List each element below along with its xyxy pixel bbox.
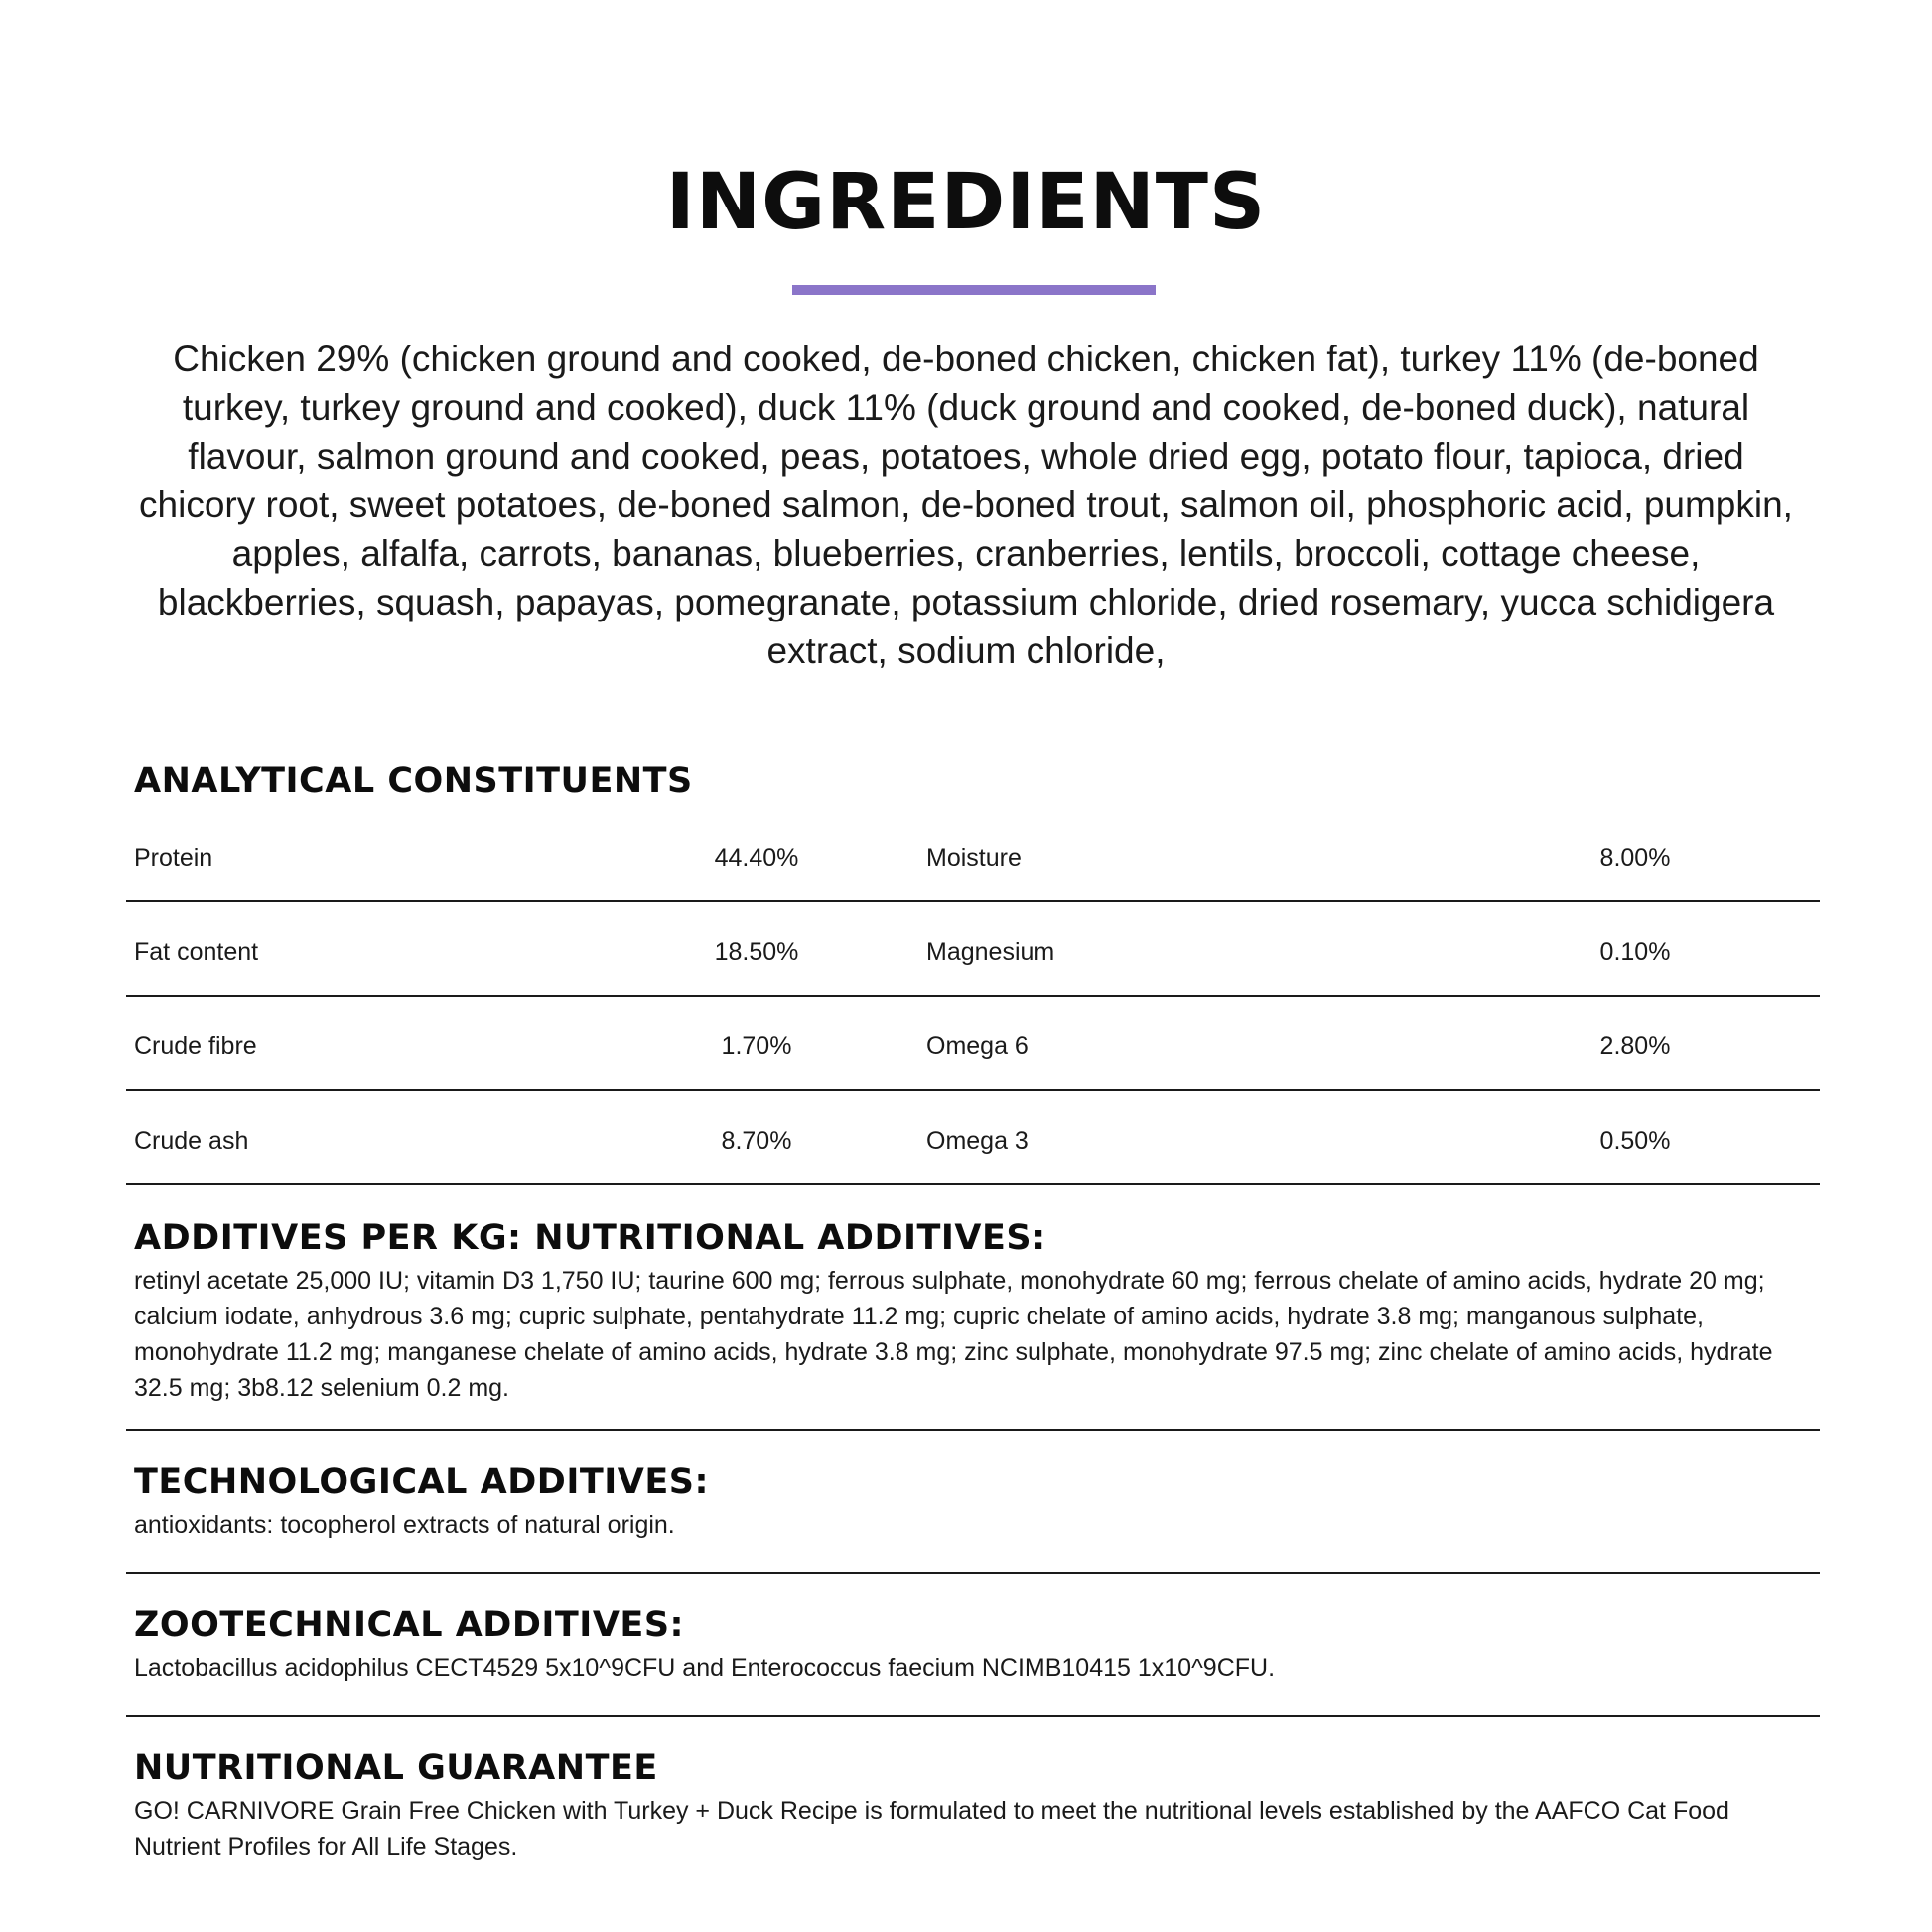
constituent-label: Crude ash bbox=[134, 1127, 249, 1155]
nutritional-additives-heading: ADDITIVES PER KG: NUTRITIONAL ADDITIVES: bbox=[134, 1218, 1046, 1258]
technological-additives-text: antioxidants: tocopherol extracts of natural origin. bbox=[134, 1511, 675, 1539]
nutritional-additives-text: retinyl acetate 25,000 IU; vitamin D3 1,750 IU; taurine 600 mg; ferrous sulphate, monohydrate 60 mg; ferrous chelate of amino acids, hydrate 20 mg; calcium iodate, anhydrous 3.6 mg; cupric sulphate, pentahydrate 11.2 mg; cupric chelate of amino acids, hydrate 3.8 mg; manganous sulphate, monohydrate 11.2 mg; manganese chelate of amino acids, hydrate 3.8 mg; zinc sulphate, monohydrate 97.5 mg; zinc chelate of amino acids, hydrate 32.5 mg; 3b8.12 selenium 0.2 mg. bbox=[134, 1267, 1773, 1402]
nutritional-guarantee-heading: NUTRITIONAL GUARANTEE bbox=[134, 1748, 658, 1788]
table-row bbox=[126, 808, 1820, 902]
nutritional-guarantee-text: GO! CARNIVORE Grain Free Chicken with Turkey + Duck Recipe is formulated to meet the nutritional levels established by the AAFCO Cat Food Nutrient Profiles for All Life Stages. bbox=[134, 1797, 1729, 1861]
title-underline bbox=[792, 285, 1156, 295]
technological-additives-heading: TECHNOLOGICAL ADDITIVES: bbox=[134, 1462, 709, 1502]
constituent-value: 0.10% bbox=[1599, 938, 1671, 966]
constituent-value: 8.70% bbox=[721, 1127, 792, 1155]
table-row bbox=[126, 997, 1820, 1091]
section-divider bbox=[126, 1572, 1820, 1574]
analytical-constituents-table bbox=[126, 808, 1820, 1185]
section-divider bbox=[126, 1715, 1820, 1717]
constituent-label: Fat content bbox=[134, 938, 259, 966]
page-title: INGREDIENTS bbox=[665, 158, 1267, 247]
constituent-label: Crude fibre bbox=[134, 1033, 257, 1060]
table-row bbox=[126, 902, 1820, 997]
constituent-label: Magnesium bbox=[926, 938, 1055, 966]
constituent-label: Omega 6 bbox=[926, 1033, 1029, 1060]
constituent-value: 0.50% bbox=[1599, 1127, 1671, 1155]
constituent-value: 44.40% bbox=[714, 844, 799, 872]
analytical-constituents-heading: ANALYTICAL CONSTITUENTS bbox=[134, 761, 693, 801]
section-divider bbox=[126, 1429, 1820, 1431]
constituent-value: 8.00% bbox=[1599, 844, 1671, 872]
constituent-label: Moisture bbox=[926, 844, 1022, 872]
constituent-label: Omega 3 bbox=[926, 1127, 1029, 1155]
zootechnical-additives-heading: ZOOTECHNICAL ADDITIVES: bbox=[134, 1605, 685, 1645]
ingredients-list: Chicken 29% (chicken ground and cooked, de-boned chicken, chicken fat), turkey 11% (de-boned turkey, turkey ground and cooked), duck 11% (duck ground and cooked, de-boned duck), natural flavour, salmon ground and cooked, peas, potatoes, whole dried egg, potato flour, tapioca, dried chicory root, sweet potatoes, de-boned salmon, de-boned trout, salmon oil, phosphoric acid, pumpkin, apples, alfalfa, carrots, bananas, blueberries, cranberries, lentils, broccoli, cottage cheese, blackberries, squash, papayas, pomegranate, potassium chloride, dried rosemary, yucca schidigera extract, sodium chloride, bbox=[139, 339, 1793, 671]
constituent-label: Protein bbox=[134, 844, 213, 872]
constituent-value: 1.70% bbox=[721, 1033, 792, 1060]
constituent-value: 18.50% bbox=[714, 938, 799, 966]
table-row bbox=[126, 1091, 1820, 1185]
constituent-value: 2.80% bbox=[1599, 1033, 1671, 1060]
zootechnical-additives-text: Lactobacillus acidophilus CECT4529 5x10^9CFU and Enterococcus faecium NCIMB10415 1x10^9CFU. bbox=[134, 1654, 1276, 1682]
